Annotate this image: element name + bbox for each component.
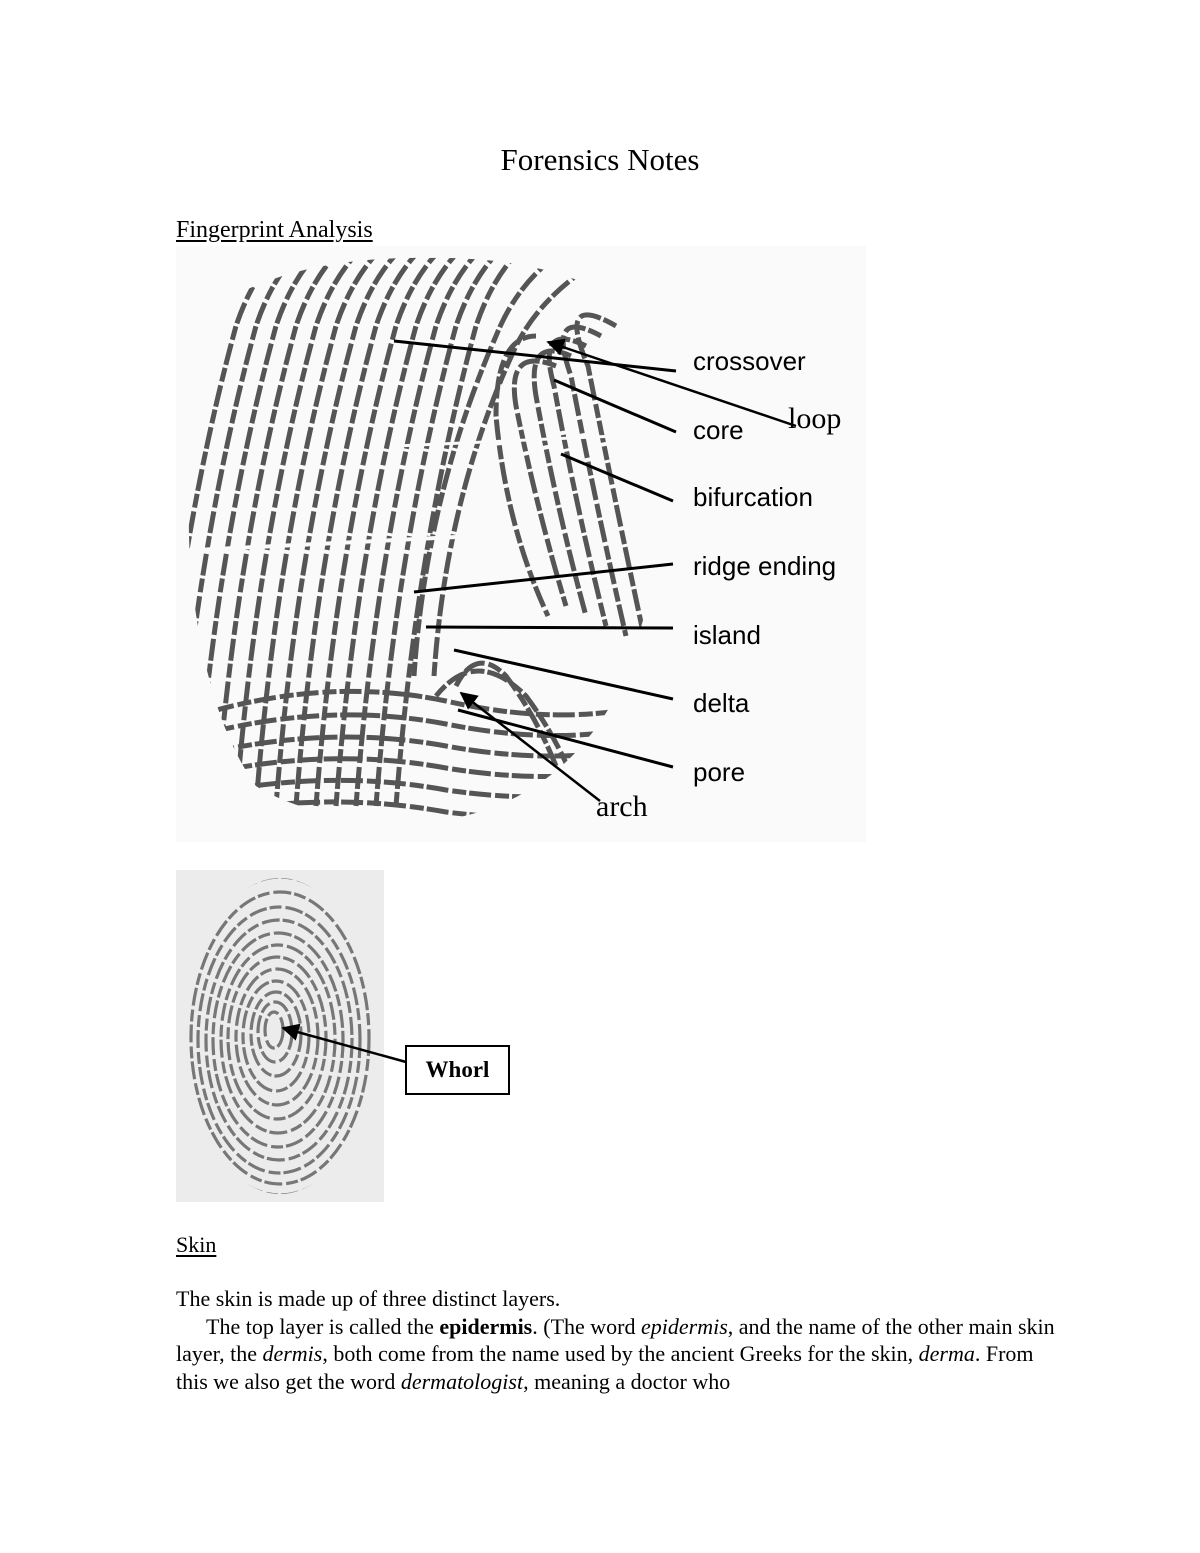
skin-paragraph [176,1313,1056,1396]
label-delta: delta [693,688,750,718]
section-heading-fingerprint-analysis: Fingerprint Analysis [176,217,373,243]
label-crossover: crossover [693,346,806,376]
skin-text-1: The top layer is called the [206,1313,440,1339]
term-dermis-italic: dermis [262,1341,323,1366]
skin-body-text [176,1285,1056,1395]
fingerprint-diagram-svg [176,246,866,842]
section-heading-skin: Skin [176,1232,217,1257]
term-epidermis-bold: epidermis [439,1313,533,1339]
skin-text-4: , both come from the name used by the ancient Greeks for the skin, [322,1341,919,1366]
annotation-loop: loop [788,402,842,435]
term-dermatologist-italic: dermatologist [400,1368,524,1394]
skin-text-5: . From this we also get the word [176,1341,1034,1394]
label-pore: pore [693,757,746,787]
whorl-label: Whorl [425,1057,490,1082]
whorl-diagram [176,870,516,1204]
label-ridge-ending: ridge ending [693,551,837,581]
label-bifurcation: bifurcation [693,482,813,512]
skin-intro: The skin is made up of three distinct layers. [176,1286,561,1311]
whorl-label-box [405,1045,510,1095]
label-island: island [693,620,761,650]
fingerprint-diagram [176,246,866,842]
skin-text-6: , meaning a doctor who [523,1368,731,1394]
annotation-arch: arch [596,790,648,823]
whorl-diagram-svg [176,870,516,1204]
skin-text-3: , and the name of the other main skin layer, the [176,1313,1055,1366]
skin-text-2: . (The word [532,1313,641,1339]
label-core: core [693,415,744,445]
term-epidermis-italic: epidermis [641,1313,728,1339]
term-derma-italic: derma [918,1341,975,1366]
island-leader-line [426,627,673,628]
page-title: Forensics Notes [500,142,700,177]
